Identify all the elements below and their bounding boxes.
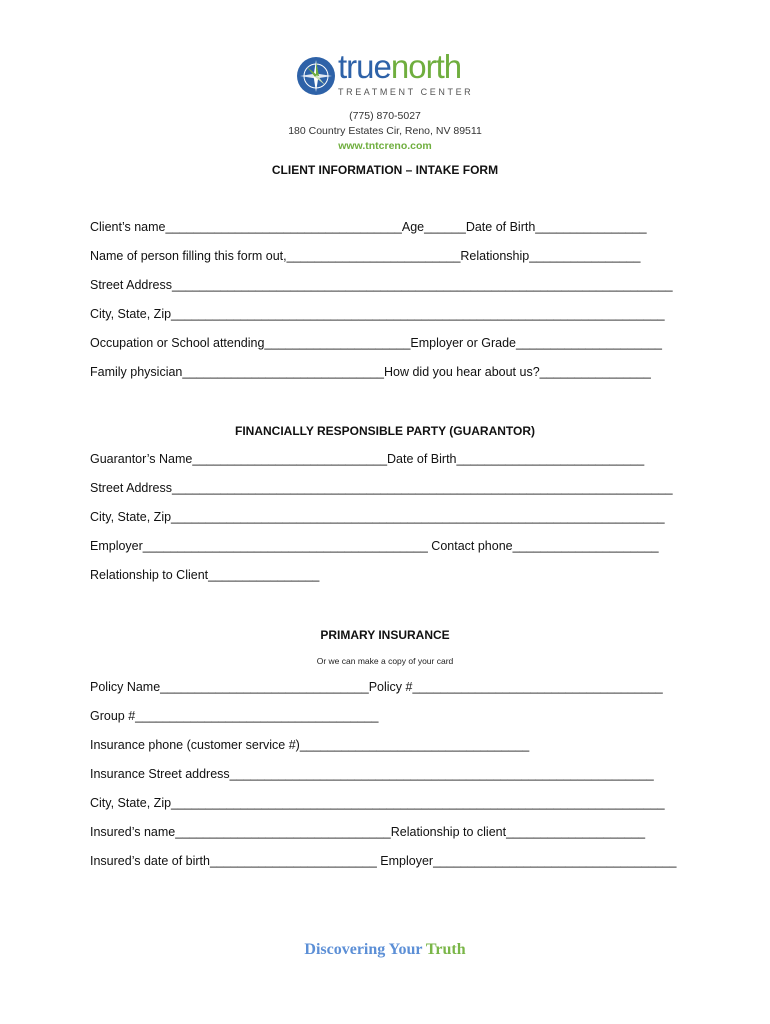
insurance-phone-line[interactable]: Insurance phone (customer service #)_________________________________: [90, 738, 530, 752]
physician-line[interactable]: Family physician_____________________________How did you hear about us?________________: [90, 365, 651, 379]
occupation-line[interactable]: Occupation or School attending_____________________Employer or Grade_____________________: [90, 336, 662, 350]
client-section-title: CLIENT INFORMATION – INTAKE FORM: [271, 163, 499, 177]
tagline-part-1: Discovering Your: [304, 941, 426, 958]
insurance-note: Or we can make a copy of your card: [316, 656, 454, 666]
insured-name-line[interactable]: Insured’s name_______________________________Relationship to client____________________: [90, 825, 646, 839]
website-link[interactable]: www.tntcreno.com: [338, 140, 432, 152]
guarantor-section-title: FINANCIALLY RESPONSIBLE PARTY (GUARANTOR): [234, 424, 536, 438]
compass-logo-icon: [296, 56, 336, 96]
insured-dob-line[interactable]: Insured’s date of birth________________________ Employer___________________________________: [90, 854, 677, 868]
footer-tagline: [0, 941, 770, 959]
street-address-line[interactable]: Street Address________________________________________________________________________: [90, 278, 673, 292]
tagline-part-2: Truth: [425, 941, 466, 958]
form-filler-line[interactable]: Name of person filling this form out,_________________________Relationship________________: [90, 249, 641, 263]
insurance-street-line[interactable]: Insurance Street address_____________________________________________________________: [90, 767, 654, 781]
logo: [296, 48, 486, 102]
insurance-city-line[interactable]: City, State, Zip_______________________________________________________________________: [90, 796, 665, 810]
guarantor-name-line[interactable]: Guarantor’s Name____________________________Date of Birth___________________________: [90, 452, 645, 466]
policy-name-line[interactable]: Policy Name______________________________Policy #____________________________________: [90, 680, 663, 694]
guarantor-relationship-line[interactable]: Relationship to Client________________: [90, 568, 320, 582]
guarantor-employer-line[interactable]: Employer_________________________________________ Contact phone_____________________: [90, 539, 659, 553]
insurance-section-title: PRIMARY INSURANCE: [320, 628, 450, 642]
logo-word-north: north: [390, 48, 462, 85]
city-state-zip-line[interactable]: City, State, Zip_______________________________________________________________________: [90, 307, 665, 321]
street-address: 180 Country Estates Cir, Reno, NV 89511: [288, 125, 482, 137]
logo-tagline: TREATMENT CENTER: [338, 87, 474, 97]
logo-wordmark: [338, 50, 461, 83]
guarantor-street-line[interactable]: Street Address________________________________________________________________________: [90, 481, 673, 495]
phone-number: (775) 870-5027: [349, 110, 421, 122]
logo-word-true: true: [338, 48, 391, 85]
guarantor-city-line[interactable]: City, State, Zip_______________________________________________________________________: [90, 510, 665, 524]
group-number-line[interactable]: Group #___________________________________: [90, 709, 379, 723]
client-name-line[interactable]: Client’s name__________________________________Age______Date of Birth________________: [90, 220, 647, 234]
